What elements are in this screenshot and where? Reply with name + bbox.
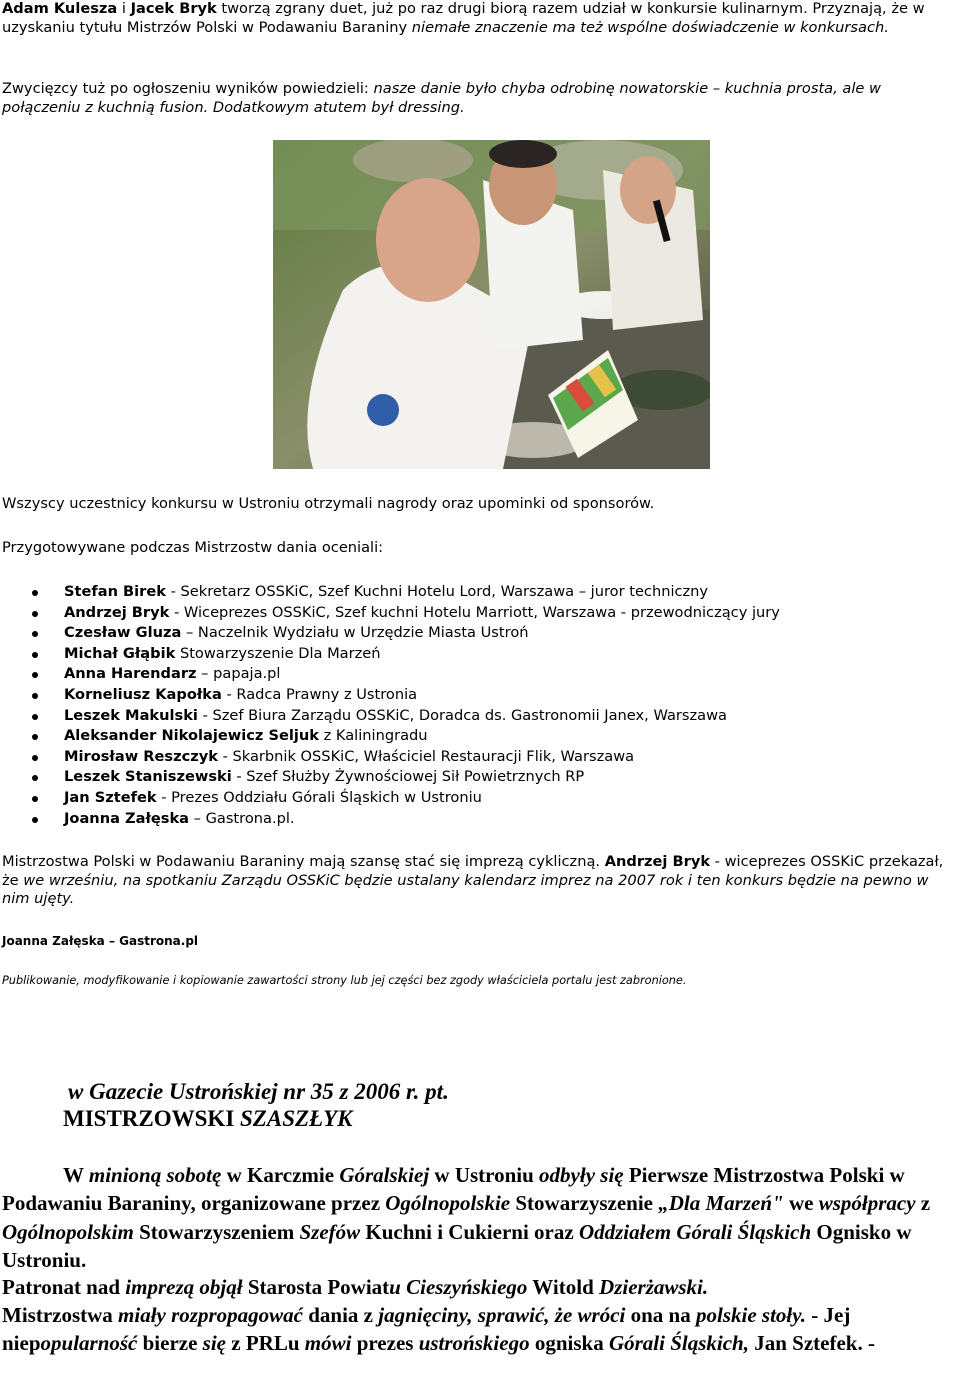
text-run: w Karczmie — [221, 1163, 340, 1187]
list-item: Stefan Birek - Sekretarz OSSKiC, Szef Kuchni Hotelu Lord, Warszawa – juror techniczny — [0, 582, 950, 603]
gazette-paragraph-1 — [2, 1161, 957, 1274]
bullet-icon — [32, 817, 38, 823]
bullet-icon — [32, 755, 38, 761]
list-item: Joanna Załęska – Gastrona.pl. — [0, 809, 950, 830]
text-run: u Cieszyńskiego — [389, 1275, 528, 1299]
list-item: Andrzej Bryk - Wiceprezes OSSKiC, Szef kuchni Hotelu Marriott, Warszawa - przewodniczący jury — [0, 603, 950, 624]
bullet-icon — [32, 714, 38, 720]
text-run: Stowarzyszeniem — [133, 1219, 300, 1244]
text-run: ona na — [625, 1303, 696, 1327]
bullet-icon — [32, 590, 38, 596]
chefs-photo-image — [273, 140, 710, 469]
text-run: współpracy — [818, 1191, 916, 1216]
text-run: odbyły się — [539, 1163, 624, 1187]
text-run: Szefów — [299, 1219, 361, 1244]
text-run: bierze — [137, 1331, 203, 1356]
article-headline: MISTRZOWSKI SZASZŁYK — [63, 1106, 353, 1131]
text-run: polskie stoły. — [695, 1303, 807, 1327]
winners-quote: nasze danie było chyba odrobinę nowatorskie – kuchnia prosta, ale w połączeniu z kuchnią fusion. Dodatkowym atutem był dressing. — [2, 80, 881, 116]
list-item: Aleksander Nikolajewicz Seljuk z Kaliningradu — [0, 726, 950, 747]
text-run: Mistrzostwa — [2, 1303, 119, 1327]
text-run: mówi — [304, 1331, 352, 1356]
list-item: Leszek Staniszewski - Szef Służby Żywnościowej Sił Powietrznych RP — [0, 767, 950, 788]
text-run: opularność — [40, 1331, 138, 1356]
list-item: Mirosław Reszczyk - Skarbnik OSSKiC, Właściciel Restauracji Flik, Warszawa — [0, 747, 950, 768]
person-name: Jacek Bryk — [130, 0, 217, 17]
gazette-paragraph-3 — [2, 1301, 957, 1358]
list-item: Anna Harendarz – papaja.pl — [0, 664, 950, 685]
person-name: Adam Kulesza — [2, 0, 118, 17]
bullet-icon — [32, 693, 38, 699]
text-run: Kuchni i Cukierni oraz — [360, 1219, 579, 1244]
text-run: jagnięciny, sprawić, że wróci — [378, 1303, 626, 1327]
text-run: z PRLu — [226, 1331, 305, 1356]
bullet-icon — [32, 672, 38, 678]
text-run: Patronat nad — [2, 1275, 126, 1299]
text-run: imprezą objął — [125, 1275, 243, 1299]
author-signature: Joanna Załęska – Gastrona.pl — [2, 934, 199, 948]
text-run: w Ustroniu — [429, 1163, 540, 1187]
bullet-icon — [32, 775, 38, 781]
text-run: W — [63, 1163, 89, 1187]
text-run: Ognisko w Ustroniu. — [2, 1219, 912, 1272]
jury-intro: Przygotowywane podczas Mistrzostw dania oceniali: — [2, 539, 384, 556]
text-run: Starosta Powiat — [242, 1275, 390, 1299]
text-run: Stowarzyszenie — [510, 1191, 659, 1216]
text-run: z — [915, 1191, 931, 1216]
text-run: prezes — [351, 1331, 419, 1356]
text-run: ogniska — [529, 1331, 609, 1356]
chefs-photo — [273, 140, 710, 469]
text-run: Górali Śląskich, — [608, 1331, 749, 1356]
text-run: Pierwsze Mistrzostwa Polski w Podawaniu Baraniny, organizowane przez — [2, 1163, 905, 1216]
list-item: Michał Głąbik Stowarzyszenie Dla Marzeń — [0, 644, 950, 665]
intro-paragraph: Adam Kulesza i Jacek Bryk tworzą zgrany duet, już po raz drugi biorą razem udział w konkursie kulinarnym. Przyznają, że w uzyskaniu tytułu Mistrzów Polski w Podawaniu Baraniny niemałe znaczenie ma też wspólne doświadczenie w konkursach. — [2, 0, 925, 36]
list-item: Czesław Gluza – Naczelnik Wydziału w Urzędzie Miasta Ustroń — [0, 623, 950, 644]
copyright-note: Publikowanie, modyfikowanie i kopiowanie zawartości strony lub jej części bez zgody właściciela portalu jest zabronione. — [2, 974, 687, 987]
text-run: miały rozpropagować — [118, 1303, 303, 1327]
list-item: Leszek Makulski - Szef Biura Zarządu OSSKiC, Doradca ds. Gastronomii Janex, Warszawa — [0, 706, 950, 727]
text-run: dania z — [302, 1303, 379, 1327]
text-run: Oddziałem Górali Śląskich — [578, 1219, 812, 1244]
text-run: Witold — [527, 1275, 600, 1299]
text-run: Jan Sztefek. - — [748, 1331, 875, 1356]
bullet-icon — [32, 631, 38, 637]
text-run: Góralskiej — [339, 1163, 430, 1187]
gazette-source: w Gazecie Ustrońskiej nr 35 z 2006 r. pt. — [68, 1079, 449, 1104]
future-paragraph: Mistrzostwa Polski w Podawaniu Baraniny mają szansę stać się imprezą cykliczną. Andrzej Bryk - wiceprezes OSSKiC przekazał, że we wrześniu, na spotkaniu Zarządu OSSKiC będzie ustalany kalendarz imprez na 2007 rok i ten konkurs będzie na pewno w nim ujęty. — [2, 853, 944, 907]
list-item: Jan Sztefek - Prezes Oddziału Górali Śląskich w Ustroniu — [0, 788, 950, 809]
bullet-icon — [32, 734, 38, 740]
text-run: ustrońskiego — [418, 1331, 530, 1356]
bullet-icon — [32, 796, 38, 802]
text-run: minioną sobotę — [88, 1163, 222, 1187]
bullet-icon — [32, 611, 38, 617]
text-run: we — [783, 1191, 819, 1216]
gazette-paragraph-2 — [2, 1273, 957, 1301]
text-run: się — [202, 1331, 226, 1356]
bullet-icon — [32, 652, 38, 658]
photo-caption: Wszyscy uczestnicy konkursu w Ustroniu otrzymali nagrody oraz upominki od sponsorów. — [2, 495, 655, 512]
text-run: Ogólnopolskim — [2, 1219, 134, 1244]
winners-quote-paragraph: Zwycięzcy tuż po ogłoszeniu wyników powiedzieli: nasze danie było chyba odrobinę nowatorskie – kuchnia prosta, ale w połączeniu z kuchnią fusion. Dodatkowym atutem był dressing. — [2, 80, 881, 116]
list-item: Korneliusz Kapołka - Radca Prawny z Ustronia — [0, 685, 950, 706]
text-run: Ogólnopolskie — [385, 1191, 511, 1216]
jury-list — [0, 582, 950, 829]
text-run: - Jej niep — [2, 1303, 851, 1356]
text-run: Dzierżawski. — [599, 1275, 709, 1299]
text-run: „Dla Marzeń" — [658, 1191, 784, 1216]
